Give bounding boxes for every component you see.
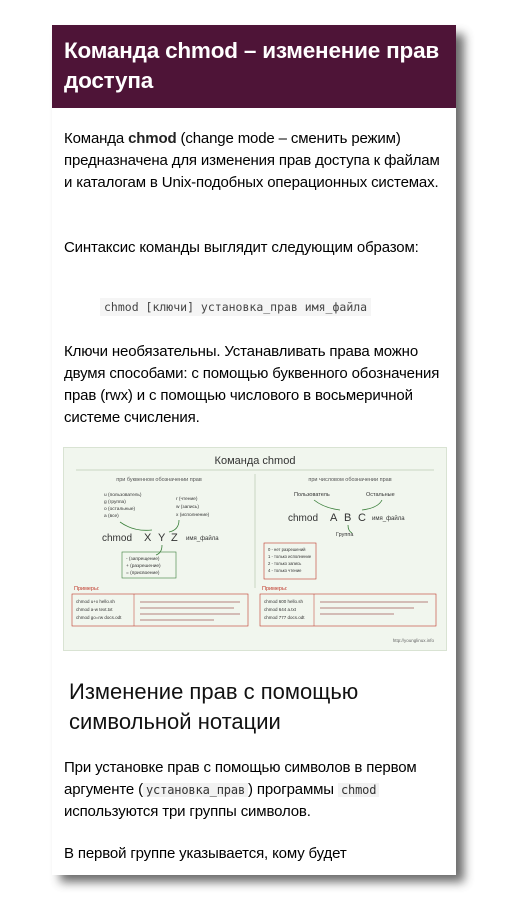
keys-paragraph: Ключи необязательны. Устанавливать права можно двумя способами: с помощью буквенного обозначения прав (rwx) и с помощью числового в восьмеричной системе счисления. xyxy=(64,343,440,426)
left-cmd: chmod xyxy=(102,533,133,544)
diagram-left-heading: при буквенном обозначении прав xyxy=(116,477,202,483)
examples-label-right: Примеры: xyxy=(262,586,288,592)
right-group: Группа xyxy=(336,532,354,538)
right-example-1: chmod 644 a.txt xyxy=(264,607,297,612)
left-example-0: chmod u+x hello.sh xyxy=(76,599,115,604)
left-y: Y xyxy=(158,532,166,544)
symbolic-part2: ) программы xyxy=(248,781,338,798)
diagram-title: Команда chmod xyxy=(214,455,296,467)
right-b: B xyxy=(344,512,352,524)
article-title: Команда chmod – изменение прав доступа xyxy=(64,38,440,93)
section-title: Изменение прав с помощью символьной нотации xyxy=(69,679,359,734)
right-example-0: chmod 600 hello.sh xyxy=(264,599,304,604)
intro-command: chmod xyxy=(128,130,177,147)
left-example-1: chmod a-w text.txt xyxy=(76,607,113,612)
who-item-1: g (группа) xyxy=(104,500,126,505)
article-header xyxy=(52,25,456,108)
left-z: Z xyxy=(171,532,178,544)
left-x: X xyxy=(144,532,152,544)
intro-prefix: Команда xyxy=(64,130,129,147)
right-c: C xyxy=(358,512,366,524)
symbolic-code-chmod: chmod xyxy=(338,783,379,797)
symbolic-code-permissions: установка_прав xyxy=(143,783,248,797)
right-cmd: chmod xyxy=(288,513,319,524)
symbolic-part3: используются три группы символов. xyxy=(64,803,311,820)
diagram-footer: http://younglinux.info xyxy=(392,638,434,643)
right-file: имя_файла xyxy=(372,516,405,522)
op-item-1: + (разрешение) xyxy=(126,564,161,569)
syntax-code: chmod [ключи] установка_прав имя_файла xyxy=(100,298,371,316)
chmod-diagram xyxy=(63,447,447,651)
num-item-3: 4 - только чтение xyxy=(268,568,302,573)
examples-label-left: Примеры: xyxy=(74,586,100,592)
right-others: Остальные xyxy=(366,492,395,498)
article-card xyxy=(52,25,456,875)
perm-item-2: x (исполнение) xyxy=(176,513,210,518)
op-item-2: = (присвоение) xyxy=(126,571,160,576)
diagram-right-heading: при числовом обозначении прав xyxy=(308,477,392,483)
perm-item-0: r (чтение) xyxy=(176,497,198,502)
symbolic-part1: При установке прав с помощью символов в первом аргументе ( xyxy=(64,759,417,798)
op-item-0: - (запрещение) xyxy=(126,557,160,562)
num-item-2: 2 - только запись xyxy=(268,561,302,566)
right-user: Пользователь xyxy=(294,492,330,498)
left-file: имя_файла xyxy=(186,536,219,542)
intro-paragraph xyxy=(64,128,448,194)
num-item-0: 0 - нет разрешений xyxy=(268,547,306,552)
group-paragraph: В первой группе указывается, кому будет xyxy=(64,845,347,862)
who-item-2: o (остальные) xyxy=(104,507,136,512)
perm-item-1: w (запись) xyxy=(176,505,200,510)
who-item-0: u (пользователь) xyxy=(104,493,142,498)
num-item-1: 1 - только исполнение xyxy=(268,554,312,559)
left-example-2: chmod go=rw docs.odt xyxy=(76,615,122,620)
right-example-2: chmod 777 docs.odt xyxy=(264,615,305,620)
who-item-3: a (все) xyxy=(104,514,119,519)
syntax-paragraph: Синтаксис команды выглядит следующим образом: xyxy=(64,239,419,256)
intro-suffix: (change mode – сменить режим) предназначена для изменения прав доступа к файлам и каталогам в Unix-подобных операционных системах. xyxy=(64,130,440,191)
symbolic-paragraph xyxy=(64,757,448,823)
right-a: A xyxy=(330,512,338,524)
